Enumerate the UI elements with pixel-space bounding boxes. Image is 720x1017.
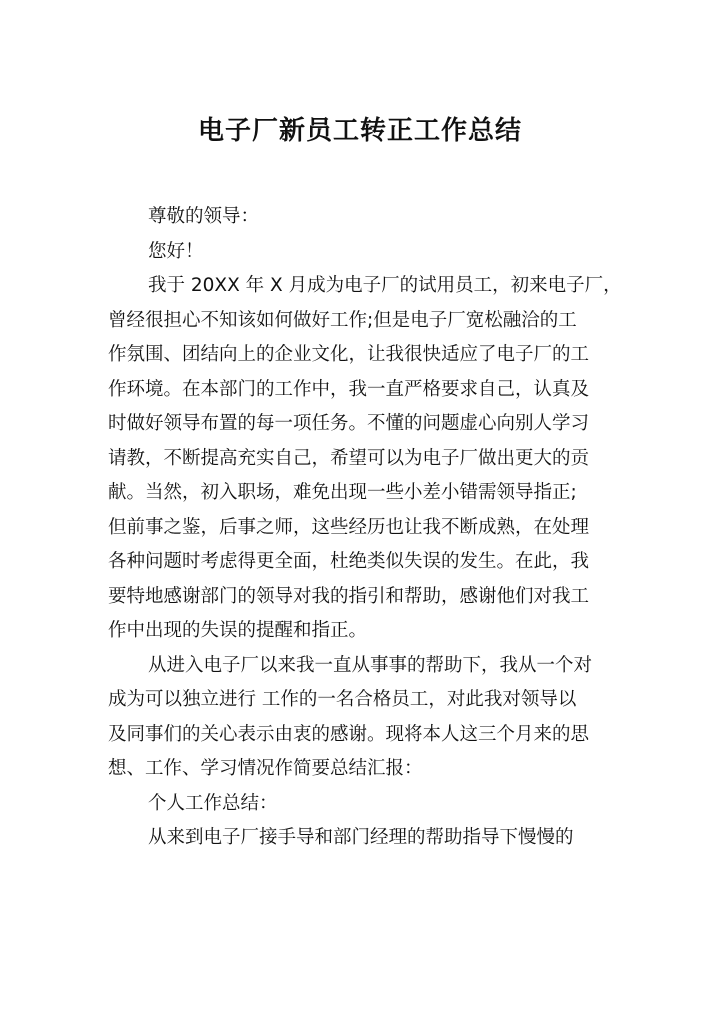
body-line: 献。当然，初入职场，难免出现一些小差小错需领导指正; xyxy=(108,482,577,503)
document-title: 电子厂新员工转正工作总结 xyxy=(197,116,522,146)
body-line: 我于 20XX 年 X 月成为电子厂的试用员工，初来电子厂， xyxy=(148,275,622,296)
body-line: 要特地感谢部门的领导对我的指引和帮助，感谢他们对我工 xyxy=(108,585,590,607)
body-line: 各种问题时考虑得更全面，杜绝类似失误的发生。在此，我 xyxy=(108,551,590,572)
body-line: 作中出现的失误的提醒和指正。 xyxy=(108,620,368,641)
body-line: 曾经很担心不知该如何做好工作;但是电子厂宽松融洽的工 xyxy=(108,309,577,331)
body-line: 从来到电子厂接手导和部门经理的帮助指导下慢慢的 xyxy=(148,827,574,848)
body-line: 作环境。在本部门的工作中，我一直严格要求自己，认真及 xyxy=(108,378,590,400)
body-line: 个人工作总结： xyxy=(148,792,278,814)
body-line: 从进入电子厂以来我一直从事事的帮助下，我从一个对 xyxy=(148,654,593,676)
body-line: 作氛围、团结向上的企业文化，让我很快适应了电子厂的工 xyxy=(108,344,590,365)
body-line: 及同事们的关心表示由衷的感谢。现将本人这三个月来的思 xyxy=(108,723,590,745)
body-line: 请教，不断提高充实自己，希望可以为电子厂做出更大的贡 xyxy=(108,447,590,469)
body-line: 尊敬的领导： xyxy=(148,206,260,227)
body-line: 成为可以独立进行 工作的一名合格员工，对此我对领导以 xyxy=(108,689,577,710)
body-line: 但前事之鉴，后事之师，这些经历也让我不断成熟，在处理 xyxy=(108,516,590,538)
body-line: 您好！ xyxy=(148,240,204,262)
document-body xyxy=(108,200,622,856)
body-line: 时做好领导布置的每一项任务。不懂的问题虚心向别人学习 xyxy=(108,413,590,434)
body-line: 想、工作、学习情况作简要总结汇报： xyxy=(108,758,423,779)
